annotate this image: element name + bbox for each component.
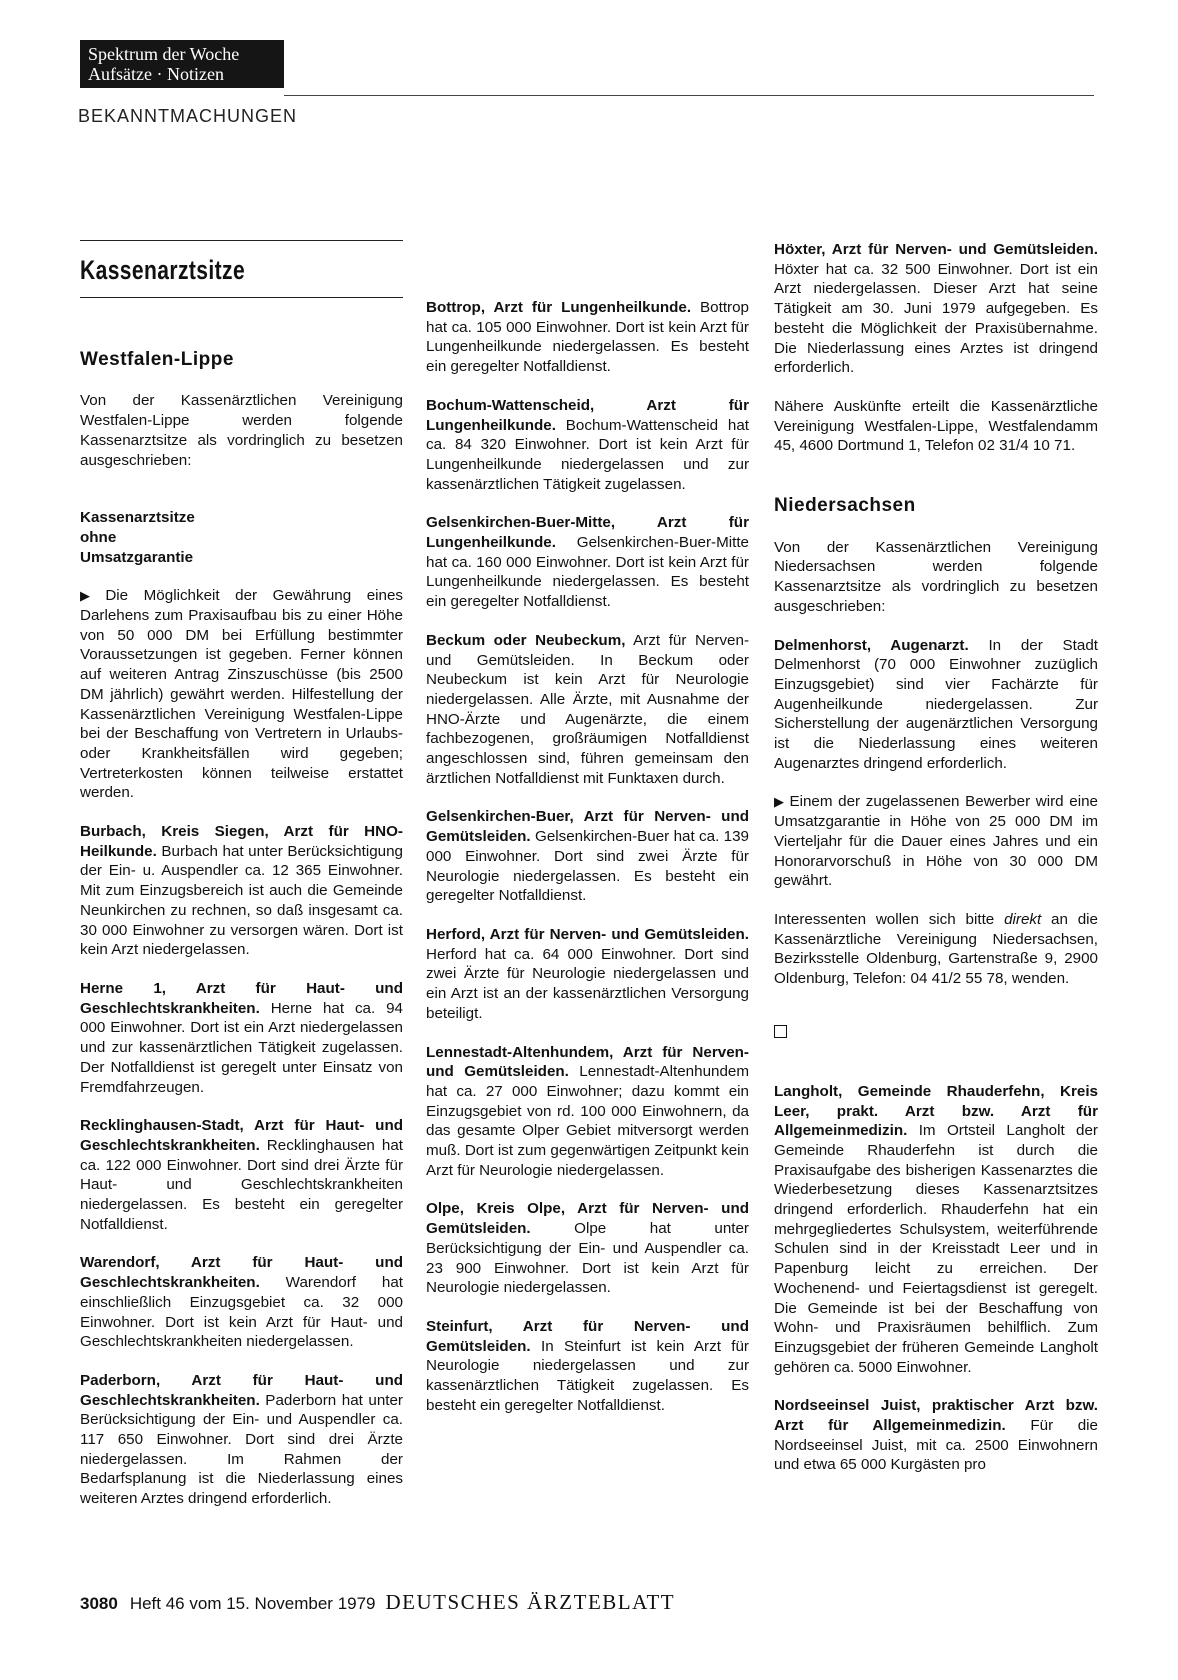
- entry-text: Im Ortsteil Langholt der Gemeinde Rhauderfehn ist durch die Praxisaufgabe des bisherigen Kassenarztes die Wiederbesetzung dieses Kassenarztsitzes dringend erforderlich. Rhauderfehn hat ein mehrgegliedertes Schulsystem, weiterführende Schulen sind in der Kreisstadt Leer und in Papenburg leicht zu erreichen. Der Wochenend- und Feiertagsdienst ist geregelt. Die Gemeinde ist bei der Beschaffung von Wohn- und Praxisräumen behilflich. Zum Einzugsgebiet der früheren Gemeinde Langholt gehören ca. 5000 Einwohner.: [774, 1122, 1098, 1376]
- entry-heading: Nordseeinsel Juist, praktischer Arzt bzw. Arzt für Allgemeinmedizin.: [774, 1397, 1098, 1435]
- page-footer: [80, 1590, 675, 1615]
- entry-text: In der Stadt Delmenhorst (70 000 Einwohner zuzüglich Einzugsgebiet) sind vier Fachärzte für Augenheilkunde niedergelassen. Zur Sicherstellung der augenärztlichen Versorgung ist die Niederlassung eines weiteren Augenarztes dringend erforderlich.: [774, 636, 1098, 772]
- subheading-line-2: ohne: [80, 528, 117, 546]
- triangle-bullet-icon: ▶: [774, 794, 786, 810]
- entry-recklinghausen: [80, 1116, 403, 1234]
- entry-heading: Steinfurt, Arzt für Nerven- und Gemütsleiden.: [426, 1317, 749, 1355]
- entry-herford: [426, 925, 749, 1024]
- issue-info: Heft 46 vom 15. November 1979: [129, 1594, 376, 1613]
- title-rule-bottom: [80, 297, 403, 298]
- entry-heading: Paderborn, Arzt für Haut- und Geschlechtskrankheiten.: [80, 1371, 403, 1409]
- westfalen-contact: Nähere Auskünfte erteilt die Kassenärztliche Vereinigung Westfalen-Lippe, Westfalendamm 45, 4600 Dortmund 1, Telefon 02 31/4 10 71.: [774, 397, 1098, 455]
- entry-text: Burbach hat unter Berücksichtigung der Ein- u. Auspendler ca. 12 365 Einwohner. Mit zum Einzugsbereich ist auch die Gemeinde Neunkirchen zu rechnen, so daß insgesamt ca. 30 000 Einwohner zu versorgen wären. Dort ist kein Arzt niedergelassen.: [80, 842, 403, 959]
- entry-text: Herne hat ca. 94 000 Einwohner. Dort ist ein Arzt niedergelassen und zur kassenärztlichen Tätigkeit zugelassen. Der Notfalldienst ist geregelt unter Einsatz von Fremdfahrzeugen.: [80, 999, 403, 1096]
- entry-heading: Warendorf, Arzt für Haut- und Geschlechtskrankheiten.: [80, 1254, 403, 1292]
- entry-paderborn: [80, 1371, 403, 1509]
- entry-text: Gelsenkirchen-Buer-Mitte hat ca. 160 000 Einwohner. Dort ist kein Arzt für Lungenheilkunde niedergelassen. Es besteht ein geregelter Notfalldienst.: [426, 534, 749, 611]
- entry-bochum: [426, 396, 749, 495]
- triangle-bullet-icon: ▶: [80, 588, 102, 604]
- entry-text: In Steinfurt ist kein Arzt für Neurologie niedergelassen und zur kassenärztlichen Tätigkeit zugelassen. Es besteht ein geregelter Notfalldienst.: [426, 1337, 749, 1414]
- entry-text: Warendorf hat einschließlich Einzugsgebiet ca. 32 000 Einwohner. Dort ist kein Arzt für Haut- und Geschlechtskrankheiten niedergelassen.: [80, 1274, 403, 1351]
- entry-text: Olpe hat unter Berücksichtigung der Ein- und Auspendler ca. 23 900 Einwohner. Dort ist kein Arzt für Neurologie niedergelassen.: [426, 1220, 749, 1297]
- entry-text: Herford hat ca. 64 000 Einwohner. Dort sind zwei Ärzte für Neurologie niedergelassen und ein Arzt ist an der kassenärztlichen Versorgung beteiligt.: [426, 945, 749, 1022]
- entry-text: Bochum-Wattenscheid hat ca. 84 320 Einwohner. Dort ist kein Arzt für Lungenheilkunde niedergelassen und zur kassenärztlichen Tätigkeit zugelassen.: [426, 416, 749, 493]
- contact-text: an die Kassenärztliche Vereinigung Niedersachsen, Bezirksstelle Oldenburg, Gartenstraße 9, 2900 Oldenburg, Telefon: 04 41/2 55 78, wenden.: [774, 910, 1098, 988]
- entry-text: Recklinghausen hat ca. 122 000 Einwohner. Dort sind drei Ärzte für Haut- und Geschlechtskrankheiten niedergelassen. Es besteht ein geregelter Notfalldienst.: [80, 1136, 403, 1233]
- niedersachsen-contact: [774, 910, 1098, 989]
- entry-text: Höxter hat ca. 32 500 Einwohner. Dort ist ein Arzt niedergelassen. Dieser Arzt hat seine Tätigkeit am 30. Juni 1979 aufgegeben. Es besteht die Möglichkeit der Praxisübernahme. Die Niederlassung eines Arztes ist dringend erforderlich.: [774, 260, 1098, 377]
- entry-text: Für die Nordseeinsel Juist, mit ca. 2500 Einwohnern und etwa 65 000 Kurgästen pro: [774, 1417, 1098, 1474]
- entry-beckum: [426, 631, 749, 789]
- entry-heading: Delmenhorst, Augenarzt.: [774, 636, 969, 654]
- entry-heading: Höxter, Arzt für Nerven- und Gemütsleiden.: [774, 241, 1098, 258]
- entry-heading: Bochum-Wattenscheid, Arzt für Lungenheilkunde.: [426, 396, 749, 434]
- entry-text: Lennestadt-Altenhundem hat ca. 27 000 Einwohner; dazu kommt ein Einzugsgebiet von rd. 100 000 Einwohnern, da das gesamte Olper Gebiet mitversorgt werden muß. Dort ist zum gegenwärtigen Zeitpunkt kein Arzt für Neurologie niedergelassen.: [426, 1063, 750, 1179]
- entry-olpe: [426, 1199, 749, 1298]
- entry-text: Paderborn hat unter Berücksichtigung der Ein- und Auspendler ca. 117 650 Einwohner. Dort sind drei Ärzte niedergelassen. Im Rahmen der Bedarfsplanung ist die Niederlassung eines weiteren Arztes dringend erforderlich.: [80, 1391, 403, 1508]
- entry-gelsenkirchen-buer-mitte: [426, 513, 749, 612]
- niedersachsen-intro: Von der Kassenärztlichen Vereinigung Niedersachsen werden folgende Kassenarztsitze als vordringlich zu besetzen ausgeschrieben:: [774, 538, 1098, 615]
- westfalen-intro: Von der Kassenärztlichen Vereinigung Westfalen-Lippe werden folgende Kassenarztsitze als vordringlich zu besetzen ausgeschrieben:: [80, 392, 403, 469]
- entry-heading: Burbach, Kreis Siegen, Arzt für HNO-Heilkunde.: [80, 823, 403, 860]
- title-rule-top: [80, 240, 403, 241]
- page-number: 3080: [80, 1594, 118, 1613]
- entry-langholt: [774, 1082, 1098, 1378]
- entry-delmenhorst: [774, 636, 1098, 774]
- niedersachsen-garantie: [774, 792, 1098, 891]
- journal-name: DEUTSCHES ÄRZTEBLATT: [385, 1590, 676, 1614]
- entry-text: Bottrop hat ca. 105 000 Einwohner. Dort ist kein Arzt für Lungenheilkunde niedergelassen. Es besteht ein geregelter Notfalldienst.: [426, 299, 750, 376]
- subheading-line-1: Kassenarztsitze: [80, 509, 195, 527]
- entry-herne: [80, 979, 403, 1097]
- section-label: BEKANNTMACHUNGEN: [78, 106, 298, 126]
- entry-lennestadt: [426, 1043, 749, 1181]
- entry-hoexter: [774, 240, 1098, 378]
- contact-text: Interessenten wollen sich bitte: [774, 910, 1005, 928]
- entry-heading: Herford, Arzt für Nerven- und Gemütsleiden.: [426, 925, 749, 943]
- entry-gelsenkirchen-buer: [426, 807, 749, 906]
- region-heading-niedersachsen: Niedersachsen: [774, 495, 916, 517]
- entry-juist: [774, 1396, 1098, 1475]
- masthead-line-1: Spektrum der Woche: [88, 44, 240, 64]
- entry-heading: Gelsenkirchen-Buer-Mitte, Arzt für Lungenheilkunde.: [426, 514, 749, 552]
- subheading-line-3: Umsatzgarantie: [80, 548, 194, 566]
- subheading: [80, 508, 403, 567]
- entry-steinfurt: [426, 1317, 749, 1416]
- contact-emphasis: direkt: [1004, 910, 1042, 928]
- entry-heading: Lennestadt-Altenhundem, Arzt für Nerven- und Gemütsleiden.: [426, 1043, 749, 1081]
- entry-heading: Olpe, Kreis Olpe, Arzt für Nerven- und Gemütsleiden.: [426, 1200, 749, 1238]
- entry-warendorf: [80, 1253, 403, 1352]
- entry-heading: Gelsenkirchen-Buer, Arzt für Nerven- und Gemütsleiden.: [426, 808, 749, 846]
- garantie-paragraph: [80, 586, 403, 803]
- region-heading-westfalen: Westfalen-Lippe: [80, 348, 234, 370]
- column-1: [80, 240, 403, 1528]
- entry-heading: Langholt, Gemeinde Rhauderfehn, Kreis Leer, prakt. Arzt bzw. Arzt für Allgemeinmedizin.: [774, 1082, 1098, 1140]
- garantie-text: Die Möglichkeit der Gewährung eines Darlehens zum Praxisaufbau bis zu einer Höhe von 50 000 DM bei Erfüllung bestimmter Voraussetzungen ist gegeben. Ferner können auf weiteren Antrag Zinszuschüsse (bis 2500 DM jährlich) gewährt werden. Hilfestellung der Kassenärztlichen Vereinigung Westfalen-Lippe bei der Beschaffung von Vertretern in Urlaubs- oder Krankheitsfällen wird gegeben; Vertreterkosten können teilweise erstattet werden.: [80, 587, 404, 802]
- article-title: Kassenarztsitze: [80, 255, 246, 285]
- masthead: [80, 40, 284, 88]
- top-rule: [284, 95, 1094, 96]
- end-square-icon: [774, 1025, 787, 1038]
- entry-burbach: [80, 822, 403, 960]
- entry-heading: Beckum oder Neubeckum,: [426, 631, 626, 649]
- entry-heading: Recklinghausen-Stadt, Arzt für Haut- und Geschlechtskrankheiten.: [80, 1117, 403, 1154]
- garantie-text: Einem der zugelassenen Bewerber wird eine Umsatzgarantie in Höhe von 25 000 DM im Vierteljahr für die Dauer eines Jahres und ein Honorarvorschuß in Höhe von 30 000 DM gewährt.: [774, 793, 1098, 890]
- entry-heading: Herne 1, Arzt für Haut- und Geschlechtskrankheiten.: [80, 979, 403, 1017]
- entry-bottrop: [426, 298, 749, 377]
- masthead-line-2: Aufsätze · Notizen: [88, 64, 224, 84]
- entry-text: Gelsenkirchen-Buer hat ca. 139 000 Einwohner. Dort sind zwei Ärzte für Neurologie niedergelassen. Es besteht ein geregelter Notfalldienst.: [426, 828, 749, 905]
- column-2: [426, 238, 749, 1434]
- entry-heading: Bottrop, Arzt für Lungenheilkunde.: [426, 299, 692, 316]
- entry-text: Arzt für Nerven- und Gemütsleiden. In Beckum oder Neubeckum ist kein Arzt für Neurologie niedergelassen. Alle Ärzte, mit Ausnahme der HNO-Ärzte und Augenärzte, die einem fachbezogenen, großräumigen Notfalldienst angeschlossen sind, führen gemeinsam den ärztlichen Notfalldienst mit Funktaxen durch.: [426, 631, 750, 787]
- column-3: [774, 240, 1098, 1494]
